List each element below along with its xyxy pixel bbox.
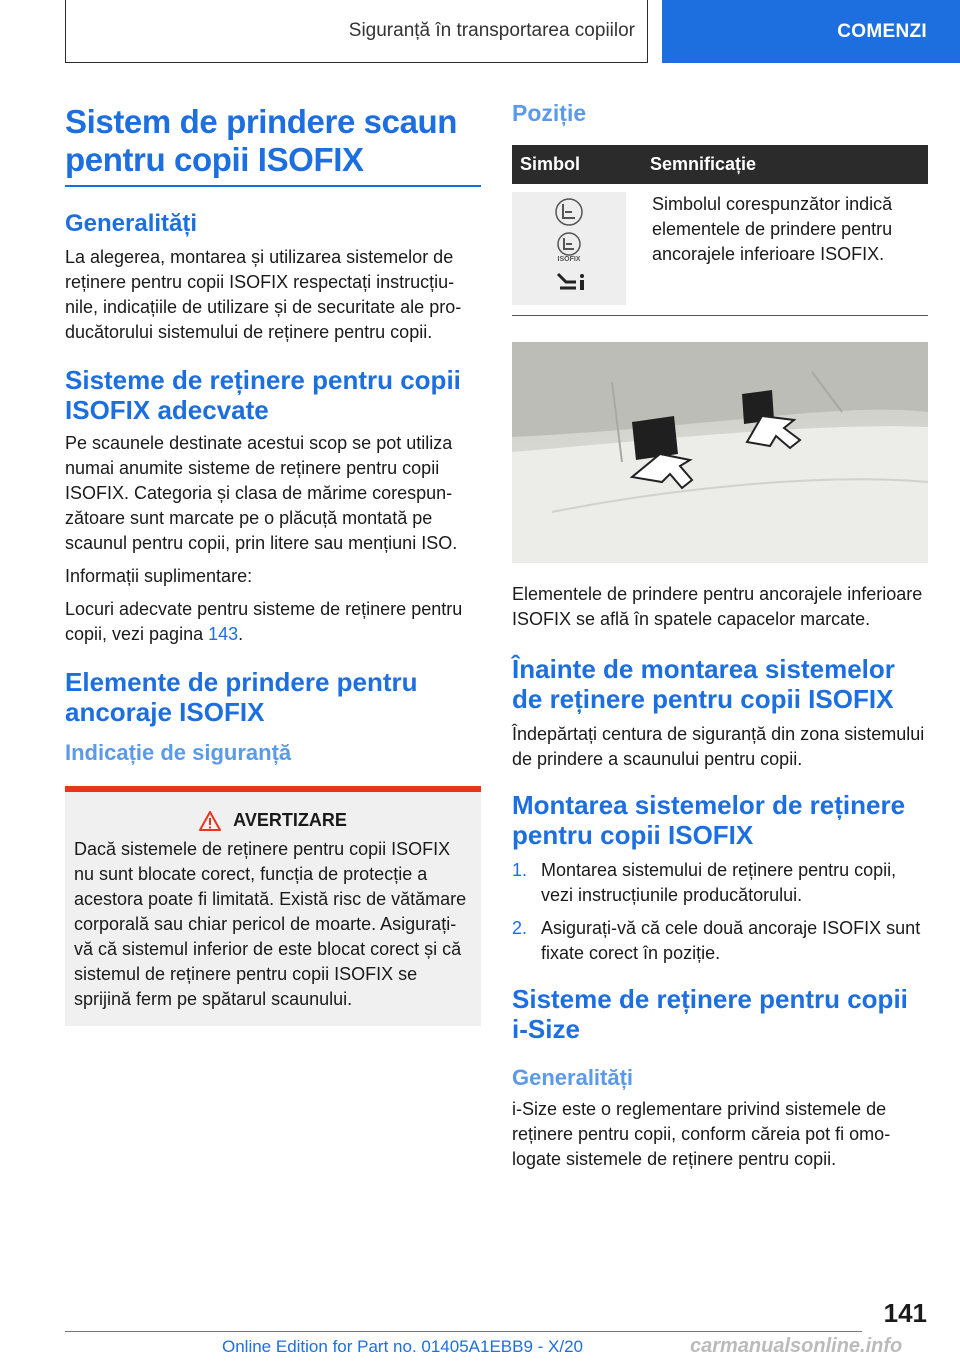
header-section-label: Siguranță în transportarea copiilor: [348, 20, 635, 41]
symbol-table-header: [512, 145, 928, 184]
list-item: [512, 916, 928, 966]
warning-text: Dacă sistemele de reținere pentru copii ISOFIX nu sunt blocate corect, funcția de protecție a acestora poate fi limitată. Există risc de vătămare corporală sau chiar pericol de moarte. Asigurați-vă că sistemul inferior de este blocat corect și că sistemul de reținere pentru copii ISOFIX se sprijină ferm pe spătarul scaunului.: [74, 839, 467, 1009]
footer-divider: [65, 1331, 862, 1332]
more-info-text: Informații suplimentare:: [65, 566, 253, 586]
symbol-meaning: Simbolul corespunzător indică elementele de prindere pentru ancorajele inferioare ISOFIX.: [652, 194, 893, 264]
warning-box: [65, 786, 481, 1026]
step-text: Montarea sistemului de reținere pentru copii, vezi instrucțiunile producătorului.: [541, 860, 897, 905]
isofix-symbols: [512, 192, 626, 305]
meaning-cell: [642, 184, 928, 316]
right-column: [512, 100, 928, 1172]
step-number: 1.: [512, 860, 528, 880]
list-item: [512, 858, 928, 908]
watermark: carmanualsonline.info: [690, 1335, 903, 1357]
warning-title-row: [74, 810, 472, 831]
step-text: Asigurați-vă că cele două ancoraje ISOFIX sunt fixate corect în poziție.: [541, 918, 921, 963]
before-heading: Înainte de montarea sistemelor de reținere pentru copii ISOFIX: [512, 654, 895, 714]
general-text: La alegerea, montarea și utilizarea sistemelor de reținere pentru copii ISOFIX respectați instrucțiunile, indicațiile de utilizare și de securitate ale producătorului sistemului de reținere pentru copii.: [65, 247, 462, 342]
elements-heading: Elemente de prindere pentru ancoraje ISOFIX: [65, 667, 418, 727]
col-meaning: Semnificație: [642, 145, 928, 184]
mount-heading: Montarea sistemelor de reținere pentru copii ISOFIX: [512, 790, 906, 850]
header-chapter-tab[interactable]: [662, 0, 960, 63]
footer-edition: Online Edition for Part no. 01405A1EBB9 - X/20: [222, 1337, 584, 1356]
table-row: [512, 184, 928, 316]
isofix-icon-label: ISOFIX: [557, 256, 581, 263]
places-end: .: [238, 624, 244, 644]
suitable-text: Pe scaunele destinate acestui scop se pot utiliza numai anumite sisteme de reținere pentru copii ISOFIX. Categoria și clasa de mărime corespunzătoare sunt marcate pe o plăcuță montată pe scaunul pentru copii, prin litere sau mențiuni ISO.: [65, 433, 458, 553]
places-text: Locuri adecvate pentru sisteme de reținere pentru copii, vezi pagina: [65, 599, 463, 644]
general-heading: Generalități: [65, 210, 198, 237]
header-chapter-label: COMENZI: [837, 20, 927, 42]
step-number: 2.: [512, 918, 528, 938]
page-number: 141: [883, 1298, 927, 1328]
col-symbol: Simbol: [512, 145, 642, 184]
suitable-heading: Sisteme de reținere pentru copii ISOFIX adecvate: [65, 365, 461, 425]
header-section-title: [65, 0, 648, 63]
page-link-143[interactable]: 143: [208, 624, 239, 644]
warning-triangle-icon: [199, 811, 221, 831]
warning-title: AVERTIZARE: [233, 810, 347, 830]
page-title: Sistem de prindere scaun pentru copii ISOFIX: [65, 103, 481, 187]
isofix-seat-icon: [512, 192, 626, 305]
safety-heading: Indicație de siguranță: [65, 740, 292, 765]
symbol-cell: [512, 184, 642, 316]
mount-steps: [512, 858, 928, 966]
isize-text: i-Size este o reglementare privind sistemele de reținere pentru copii, conform căreia pot fi omologate sistemele de reținere pentru copii.: [512, 1099, 891, 1169]
places-paragraph: [65, 597, 481, 647]
isofix-seat-photo: [512, 342, 928, 563]
before-text: Îndepărtați centura de siguranță din zona sistemului de prindere a scaunului pentru copii.: [512, 724, 925, 769]
isize-general-heading: Generalități: [512, 1065, 634, 1090]
isize-heading: Sisteme de reținere pentru copii i-Size: [512, 984, 908, 1044]
left-column: [65, 103, 481, 1026]
symbol-table: [512, 145, 928, 316]
position-heading: Poziție: [512, 100, 587, 126]
photo-caption: Elementele de prindere pentru ancorajele inferioare ISOFIX se află în spatele capacelor marcate.: [512, 584, 923, 629]
